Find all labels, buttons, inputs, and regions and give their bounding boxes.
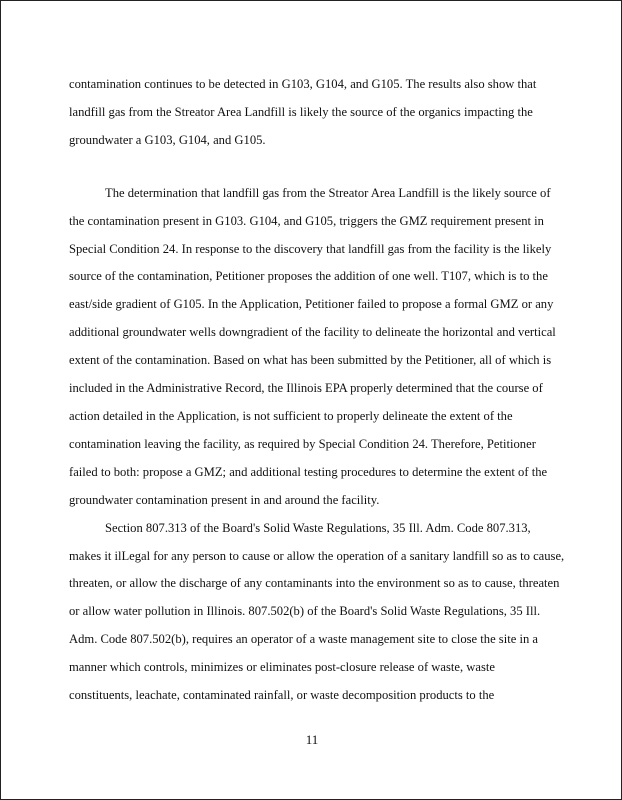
text-line: groundwater a G103, G104, and G105. — [69, 132, 266, 147]
text-line: contamination continues to be detected in G103, G104, and G105. The results also show that — [69, 77, 537, 91]
text-line: threaten, or allow the discharge of any contaminants into the environment so as to cause, threaten — [69, 576, 560, 591]
text-line: manner which controls, minimizes or eliminates post-closure release of waste, waste — [69, 660, 495, 675]
text-line: failed to both: propose a GMZ; and additional testing procedures to determine the extent of the — [69, 464, 548, 479]
text-line: Adm. Code 807.502(b), requires an operator of a waste management site to close the site in a — [69, 632, 538, 647]
text-line: extent of the contamination. Based on what has been submitted by the Petitioner, all of which is — [69, 353, 552, 368]
text-line: included in the Administrative Record, the Illinois EPA properly determined that the course of — [69, 381, 543, 396]
body-text — [69, 71, 569, 710]
text-line: Special Condition 24. In response to the discovery that landfill gas from the facility is the likely — [69, 241, 552, 256]
page-number: 11 — [305, 732, 319, 747]
paragraph — [69, 71, 569, 155]
text-line: or allow water pollution in Illinois. 807.502(b) of the Board's Solid Waste Regulations, 35 Ill. — [69, 604, 541, 619]
text-line: east/side gradient of G105. In the Application, Petitioner failed to propose a formal GMZ or any — [69, 297, 554, 312]
text-line: constituents, leachate, contaminated rainfall, or waste decomposition products to the — [69, 688, 495, 703]
text-line: Section 807.313 of the Board's Solid Waste Regulations, 35 Ill. Adm. Code 807.313, — [105, 520, 531, 535]
text-line: The determination that landfill gas from the Streator Area Landfill is the likely source of — [105, 185, 551, 200]
text-line: groundwater contamination present in and around the facility. — [69, 492, 380, 507]
text-line: the contamination present in G103. G104, and G105, triggers the GMZ requirement present in — [69, 213, 544, 228]
text-line: additional groundwater wells downgradient of the facility to delineate the horizontal and vertical — [69, 325, 556, 340]
paragraph — [69, 180, 569, 515]
text-line: action detailed in the Application, is not sufficient to properly delineate the extent of the — [69, 408, 513, 423]
text-line: makes it ilLegal for any person to cause or allow the operation of a sanitary landfill so as to cause, — [69, 548, 565, 563]
text-line: contamination leaving the facility, as required by Special Condition 24. Therefore, Petitioner — [69, 436, 536, 451]
text-line: source of the contamination, Petitioner proposes the addition of one well. T107, which is to the — [69, 269, 548, 284]
text-line: landfill gas from the Streator Area Landfill is likely the source of the organics impacting the — [69, 104, 533, 119]
paragraph — [69, 515, 569, 710]
